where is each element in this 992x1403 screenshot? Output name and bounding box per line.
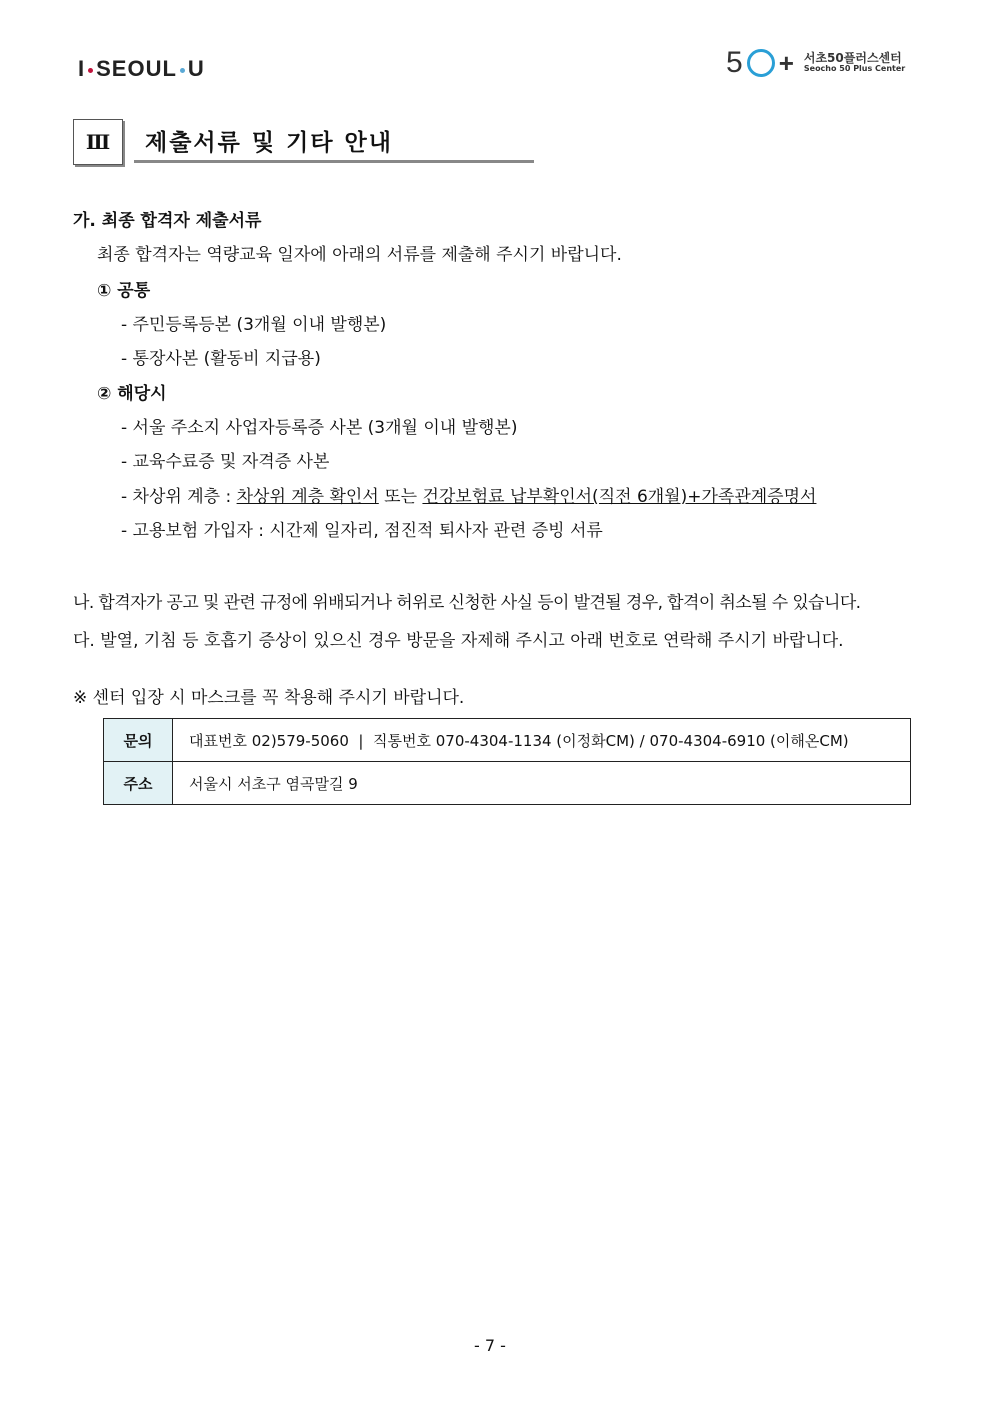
notice-da: 다. 발열, 기침 등 호흡기 증상이 있으신 경우 방문을 자제해 주시고 아래 번호로 연락해 주시기 바랍니다.	[73, 631, 844, 651]
label-inquiry: 문의	[104, 719, 173, 762]
title-underline	[134, 160, 534, 163]
heading-ga: 가. 최종 합격자 제출서류	[73, 211, 262, 231]
notice-na: 나. 합격자가 공고 및 관련 규정에 위배되거나 허위로 신청한 사실 등이 발견될 경우, 합격이 취소될 수 있습니다.	[73, 593, 861, 613]
table-row	[104, 719, 911, 762]
seocho-50plus-logo: 5 + 서초50플러스센터 Seocho 50 Plus Center	[726, 46, 906, 79]
list-item: - 서울 주소지 사업자등록증 사본 (3개월 이내 발행본)	[121, 418, 518, 438]
section-title: 제출서류 및 기타 안내	[145, 130, 393, 156]
underlined-doc: 차상위 계층 확인서	[236, 487, 379, 507]
list-item: - 교육수료증 및 자격증 사본	[121, 452, 330, 472]
label-address: 주소	[104, 762, 173, 805]
mask-note: ※ 센터 입장 시 마스크를 꼭 착용해 주시기 바랍니다.	[73, 688, 465, 708]
contact-table	[103, 718, 911, 805]
page-number: - 7 -	[474, 1336, 506, 1355]
heading-common: ① 공통	[97, 281, 151, 301]
list-item: - 통장사본 (활동비 지급용)	[121, 349, 321, 369]
logo-text-en: Seocho 50 Plus Center	[803, 64, 906, 74]
list-item	[121, 482, 816, 507]
logo-text-ko: 서초50플러스센터	[803, 51, 902, 65]
connector: 또는	[378, 487, 423, 507]
item-prefix: - 차상위 계층 :	[121, 487, 237, 507]
heading-conditional: ② 해당시	[97, 384, 167, 404]
list-item: - 주민등록등본 (3개월 이내 발행본)	[121, 315, 387, 335]
section-number: Ⅲ	[73, 119, 123, 165]
seoul-logo: I SEOUL U	[78, 56, 205, 81]
intro-text: 최종 합격자는 역량교육 일자에 아래의 서류를 제출해 주시기 바랍니다.	[97, 245, 622, 265]
table-row	[104, 762, 911, 805]
list-item: - 고용보험 가입자 : 시간제 일자리, 점진적 퇴사자 관련 증빙 서류	[121, 521, 603, 541]
address-value: 서울시 서초구 염곡말길 9	[173, 762, 911, 805]
inquiry-value: 대표번호 02)579-5060 | 직통번호 070-4304-1134 (이정화CM) / 070-4304-6910 (이해온CM)	[173, 719, 911, 762]
underlined-doc: 건강보험료 납부확인서(직전 6개월)+가족관계증명서	[422, 487, 817, 507]
